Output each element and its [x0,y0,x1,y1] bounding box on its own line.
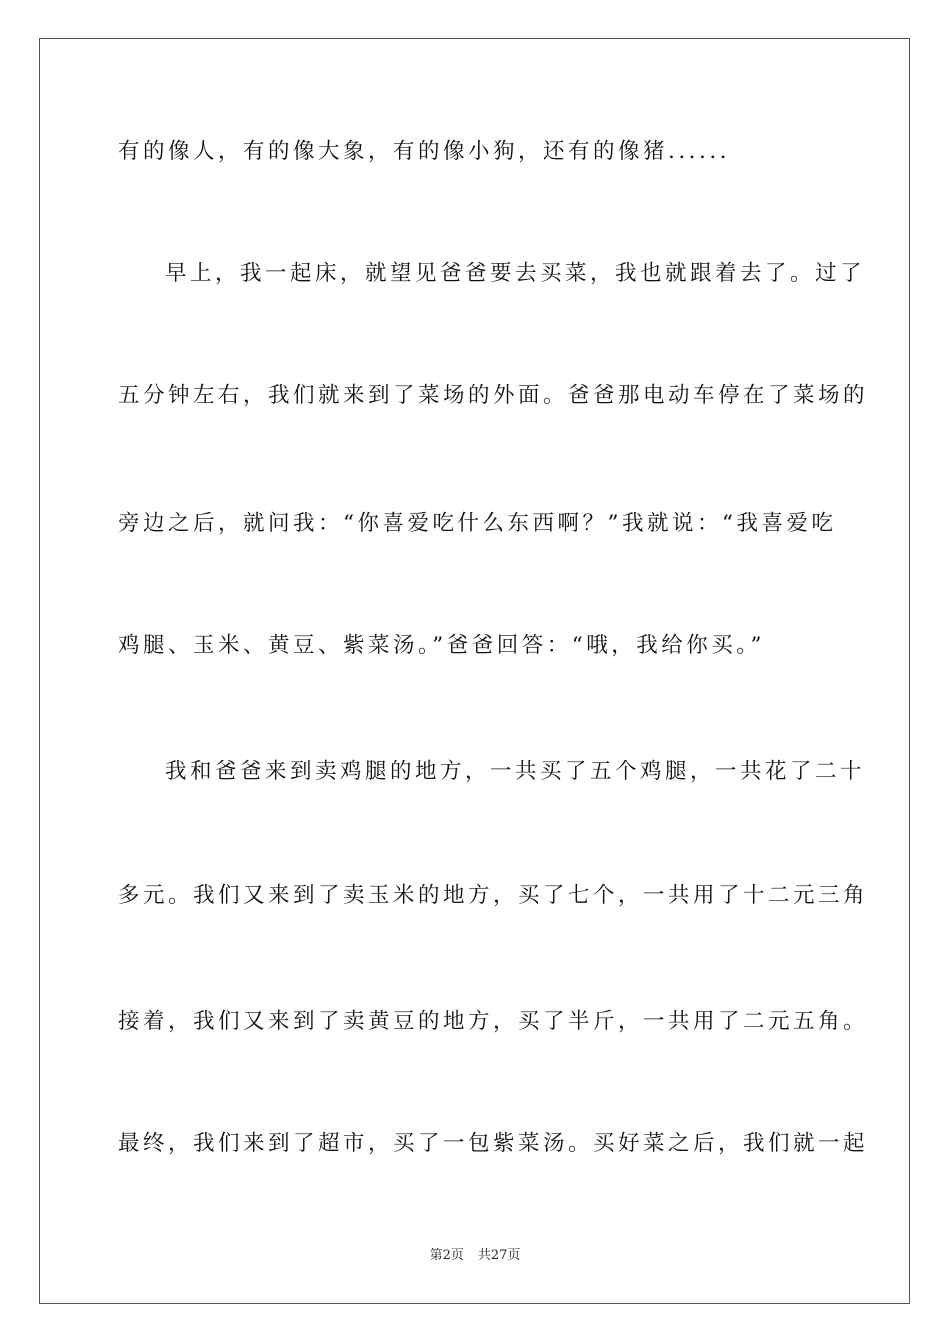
page-footer [0,1248,950,1264]
text-line-5: 鸡腿、玉米、黄豆、紫菜汤。”爸爸回答：“哦，我给你买。” [118,633,765,658]
page-frame [39,38,910,1304]
text-line-6: 我和爸爸来到卖鸡腿的地方，一共买了五个鸡腿，一共花了二十 [165,759,866,784]
text-line-7: 多元。我们又来到了卖玉米的地方，买了七个，一共用了十二元三角 [118,883,869,908]
text-line-3: 五分钟左右，我们就来到了菜场的外面。爸爸那电动车停在了菜场的 [118,383,869,408]
total-pages: 共27页 [477,1248,521,1263]
text-line-4: 旁边之后，就问我：“你喜爱吃什么东西啊？”我就说：“我喜爱吃 [118,511,837,536]
text-line-2: 早上，我一起床，就望见爸爸要去买菜，我也就跟着去了。过了 [165,261,866,286]
text-line-8: 接着，我们又来到了卖黄豆的地方，买了半斤，一共用了二元五角。 [118,1009,869,1034]
page-number: 第2页 [429,1248,464,1263]
text-line-1: 有的像人，有的像大象，有的像小狗，还有的像猪...... [118,139,731,164]
text-line-9: 最终，我们来到了超市，买了一包紫菜汤。买好菜之后，我们就一起 [118,1131,869,1156]
